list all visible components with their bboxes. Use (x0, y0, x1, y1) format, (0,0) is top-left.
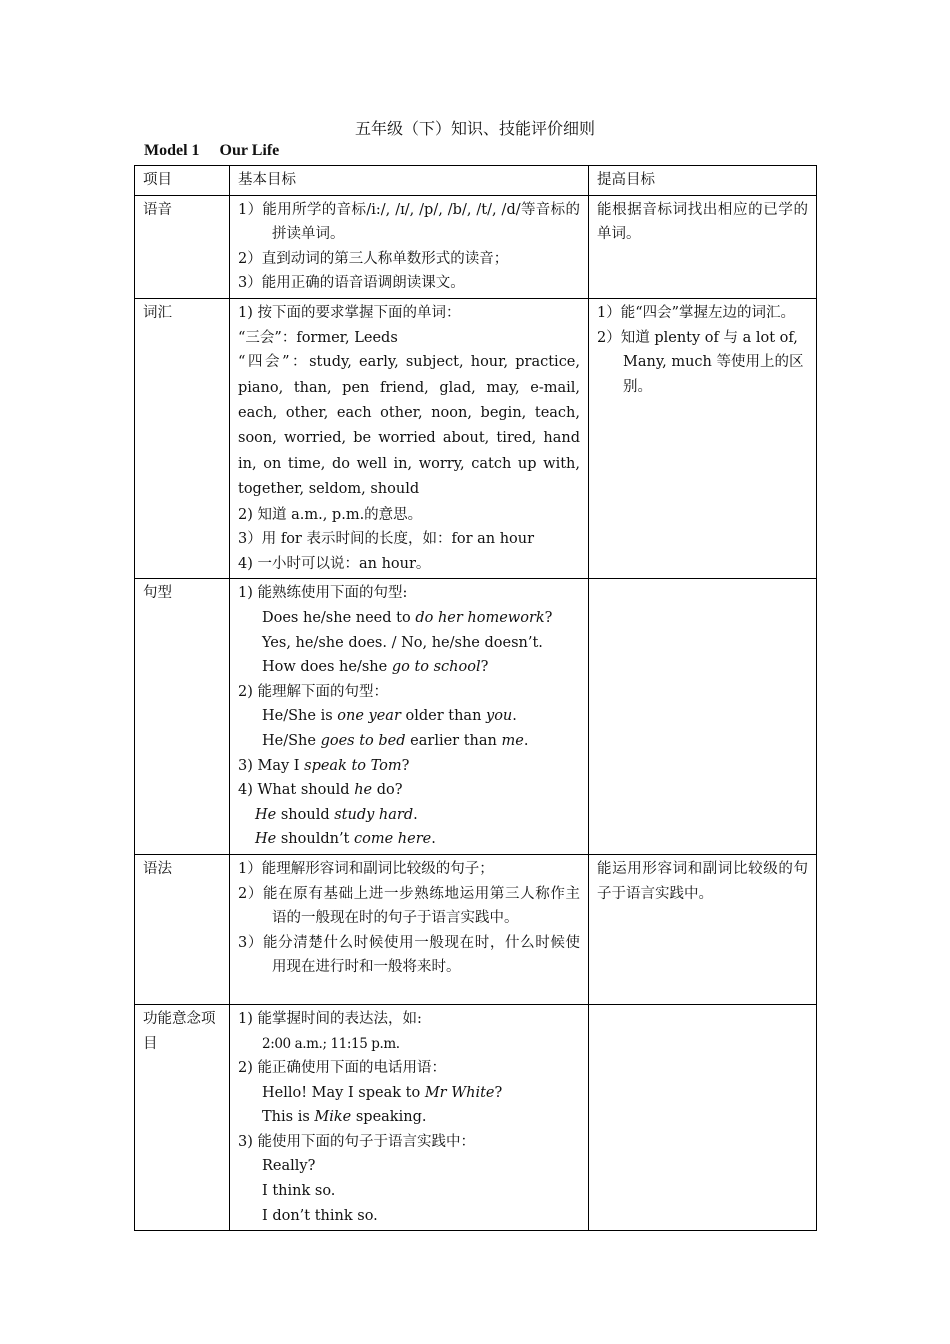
italic-text: speak to Tom (304, 757, 402, 774)
text: earlier than (405, 732, 502, 749)
row-label: 语音 (135, 195, 230, 298)
text: should (276, 806, 335, 823)
italic-text: Mike (314, 1109, 352, 1126)
advanced-goals-empty (589, 579, 817, 855)
phrase: I think so. (262, 1183, 336, 1200)
time-example: 2:00 a.m.; 11:15 p.m. (262, 1035, 400, 1052)
text: Hello! May I speak to (262, 1084, 425, 1101)
row-label: 语法 (135, 854, 230, 1004)
row-phonetics (135, 195, 817, 298)
phrase (238, 1081, 580, 1106)
word-list: “四会”：study, early, subject, hour, practice, piano, than, pen friend, glad, may, e-mail, each, other, each other, noon, begin, teach, soon, worried, be worried about, tired, hand in, on time, do well in, worry, catch up with, together, seldom, should (238, 354, 580, 498)
goal-line: “三会”：former, Leeds (238, 329, 398, 346)
header-advanced: 提高目标 (589, 166, 817, 196)
row-sentences (135, 579, 817, 855)
text: This is (262, 1109, 315, 1126)
text: He/She (262, 732, 321, 749)
sentence-pattern (238, 803, 580, 828)
header-row (135, 166, 817, 196)
basic-goals (230, 1004, 589, 1230)
row-label: 词汇 (135, 298, 230, 578)
text: shouldn’t (276, 831, 354, 848)
module-number: Model 1 (144, 142, 200, 159)
goal-line: 3）能用正确的语音语调朗读课文。 (238, 275, 465, 292)
text: How does he/she (262, 659, 392, 676)
italic-text: me (501, 732, 524, 749)
text: . (431, 831, 436, 848)
text: ? (480, 659, 489, 676)
advanced-goals-empty (589, 1004, 817, 1230)
goal-line: 2）直到动词的第三人称单数形式的读音； (238, 250, 509, 267)
text: 4) What should (238, 782, 355, 799)
goal-line: 1) 按下面的要求掌握下面的单词： (238, 304, 461, 321)
phrase (238, 1105, 580, 1130)
sentence-pattern (238, 655, 580, 680)
goal-line: 1) 能熟练使用下面的句型: (238, 585, 408, 602)
goal-line: 1）能理解形容词和副词比较级的句子； (238, 860, 494, 877)
goal-line: 1) 能掌握时间的表达法，如: (238, 1010, 422, 1027)
row-vocabulary (135, 298, 817, 578)
sentence-pattern (238, 704, 580, 729)
text: Does he/she need to (262, 609, 416, 626)
phrase: Really? (262, 1158, 316, 1175)
goal-line: 1）能“四会”掌握左边的词汇。 (597, 304, 796, 321)
text: He/She is (262, 708, 338, 725)
row-label: 句型 (135, 579, 230, 855)
sentence-pattern (238, 778, 580, 803)
italic-text: come here (354, 831, 432, 848)
text: . (523, 732, 529, 749)
sentence-pattern (238, 754, 580, 779)
goal-line: 2）知道 plenty of 与 a lot of, Many, much 等使用上的区别。 (597, 329, 804, 395)
text: do? (372, 782, 403, 799)
header-basic: 基本目标 (230, 166, 589, 196)
sentence-pattern (238, 827, 580, 852)
text: ? (494, 1084, 503, 1101)
italic-text: He (255, 831, 277, 848)
italic-text: you (486, 708, 513, 725)
goal-line: 2) 知道 a.m., p.m.的意思。 (238, 506, 423, 523)
goal-line: 3）用 for 表示时间的长度，如：for an hour (238, 531, 535, 548)
header-item: 项目 (135, 166, 230, 196)
row-label: 功能意念项目 (135, 1004, 230, 1230)
advanced-goals: 能运用形容词和副词比较级的句子于语言实践中。 (589, 854, 817, 1004)
text: . (512, 708, 517, 725)
sentence-pattern (238, 729, 580, 754)
advanced-goals (589, 298, 817, 578)
italic-text: he (354, 782, 373, 799)
text: ? (401, 757, 410, 774)
basic-goals (230, 854, 589, 1004)
sentence-pattern (238, 606, 580, 631)
document-title: 五年级（下）知识、技能评价细则 (354, 119, 595, 138)
module-heading (144, 142, 299, 160)
goal-line: 3) 能使用下面的句子于语言实践中： (238, 1133, 475, 1150)
goal-line: 3）能分清楚什么时候使用一般现在时，什么时候使用现在进行时和一般将来时。 (238, 934, 580, 976)
italic-text: one year (337, 708, 401, 725)
evaluation-table (134, 165, 817, 1231)
text: ? (544, 609, 553, 626)
text: 3) May I (238, 757, 305, 774)
sentence-pattern: Yes, he/she does. / No, he/she doesn’t. (262, 634, 543, 651)
basic-goals (230, 298, 589, 578)
goal-line: 2）能在原有基础上进一步熟练地运用第三人称作主语的一般现在时的句子于语言实践中。 (238, 885, 580, 927)
text: older than (400, 708, 487, 725)
italic-text: go to school (391, 659, 481, 676)
basic-goals (230, 579, 589, 855)
italic-text: goes to bed (320, 732, 406, 749)
goal-line: 2) 能正确使用下面的电话用语： (238, 1060, 446, 1077)
text: . (413, 806, 418, 823)
text: speaking. (351, 1109, 427, 1126)
italic-text: do her homework (415, 609, 545, 626)
basic-goals (230, 195, 589, 298)
row-functions (135, 1004, 817, 1230)
module-name: Our Life (219, 142, 280, 159)
italic-text: study hard (334, 806, 414, 823)
goal-line: 1）能用所学的音标/i:/, /ɪ/, /p/, /b/, /t/, /d/等音标的拼读单词。 (238, 201, 580, 243)
goal-line: 4) 一小时可以说：an hour。 (238, 555, 431, 572)
italic-text: He (255, 806, 277, 823)
phrase: I don’t think so. (262, 1207, 378, 1224)
row-grammar (135, 854, 817, 1004)
advanced-goals: 能根据音标词找出相应的已学的单词。 (589, 195, 817, 298)
italic-text: Mr White (424, 1084, 495, 1101)
goal-line: 2) 能理解下面的句型： (238, 683, 388, 700)
